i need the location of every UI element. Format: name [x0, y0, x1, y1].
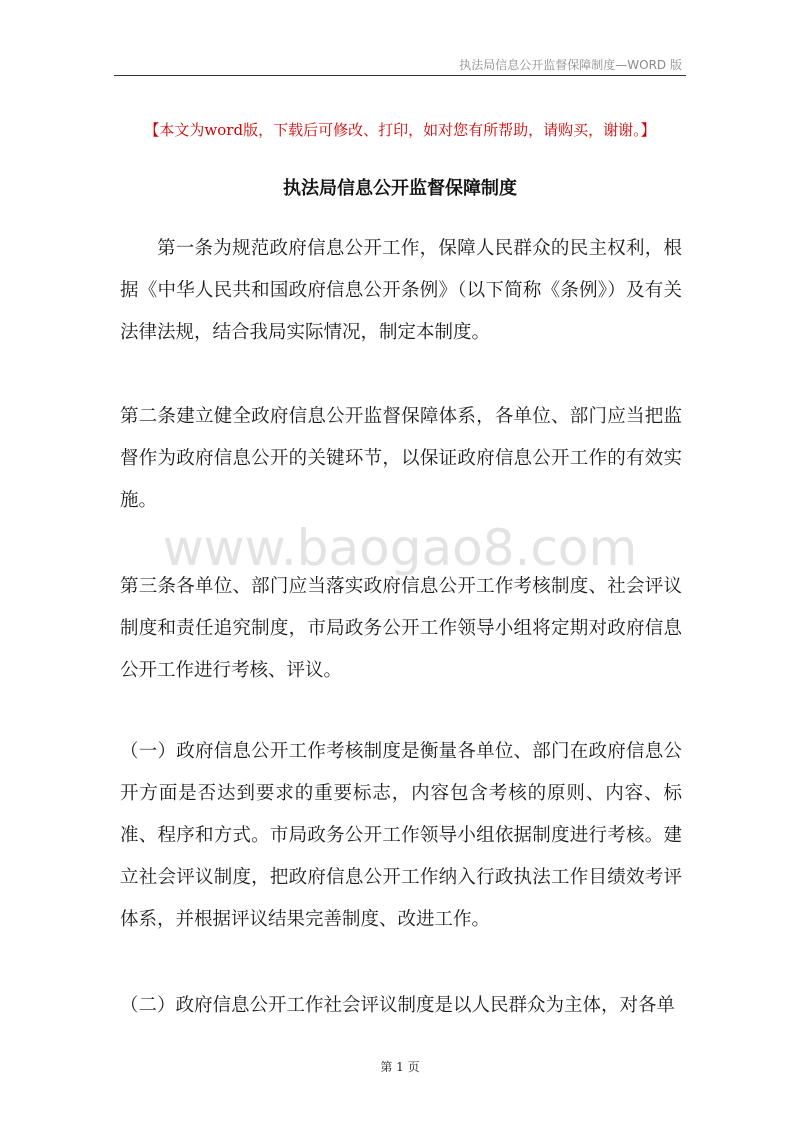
page-number: 第 1 页 [380, 1060, 420, 1074]
paragraph-item-2: （二）政府信息公开工作社会评议制度是以人民群众为主体，对各单 [120, 995, 676, 1016]
paragraph-item-1: （一）政府信息公开工作考核制度是衡量各单位、部门在政府信息公开方面是否达到要求的重要标志，内容包含考核的原则、内容、标准、程序和方式。市局政务公开工作领导小组依据制度进行考核。建立社会评议制度，把政府信息公开工作纳入行政执法工作目绩效考评体系，并根据评议结果完善制度、改进工作。 [120, 741, 682, 930]
watermark: www.baogao8.com [162, 519, 638, 577]
paragraph-article-2: 第二条建立健全政府信息公开监督保障体系，各单位、部门应当把监督作为政府信息公开的关键环节，以保证政府信息公开工作的有效实施。 [120, 406, 682, 511]
document-title: 执法局信息公开监督保障制度 [283, 178, 517, 199]
paragraph-article-3: 第三条各单位、部门应当落实政府信息公开工作考核制度、社会评议制度和责任追究制度，市局政务公开工作领导小组将定期对政府信息公开工作进行考核、评议。 [120, 576, 682, 681]
header-rule [114, 75, 686, 76]
purchase-notice: 【本文为word版，下载后可修改、打印，如对您有所帮助，请购买，谢谢。】 [144, 121, 656, 139]
paragraph-article-1: 第一条为规范政府信息公开工作，保障人民群众的民主权利，根据《中华人民共和国政府信息公开条例》（以下简称《条例》）及有关法律法规，结合我局实际情况，制定本制度。 [120, 238, 682, 343]
running-header: 执法局信息公开监督保障制度—WORD 版 [459, 58, 682, 72]
